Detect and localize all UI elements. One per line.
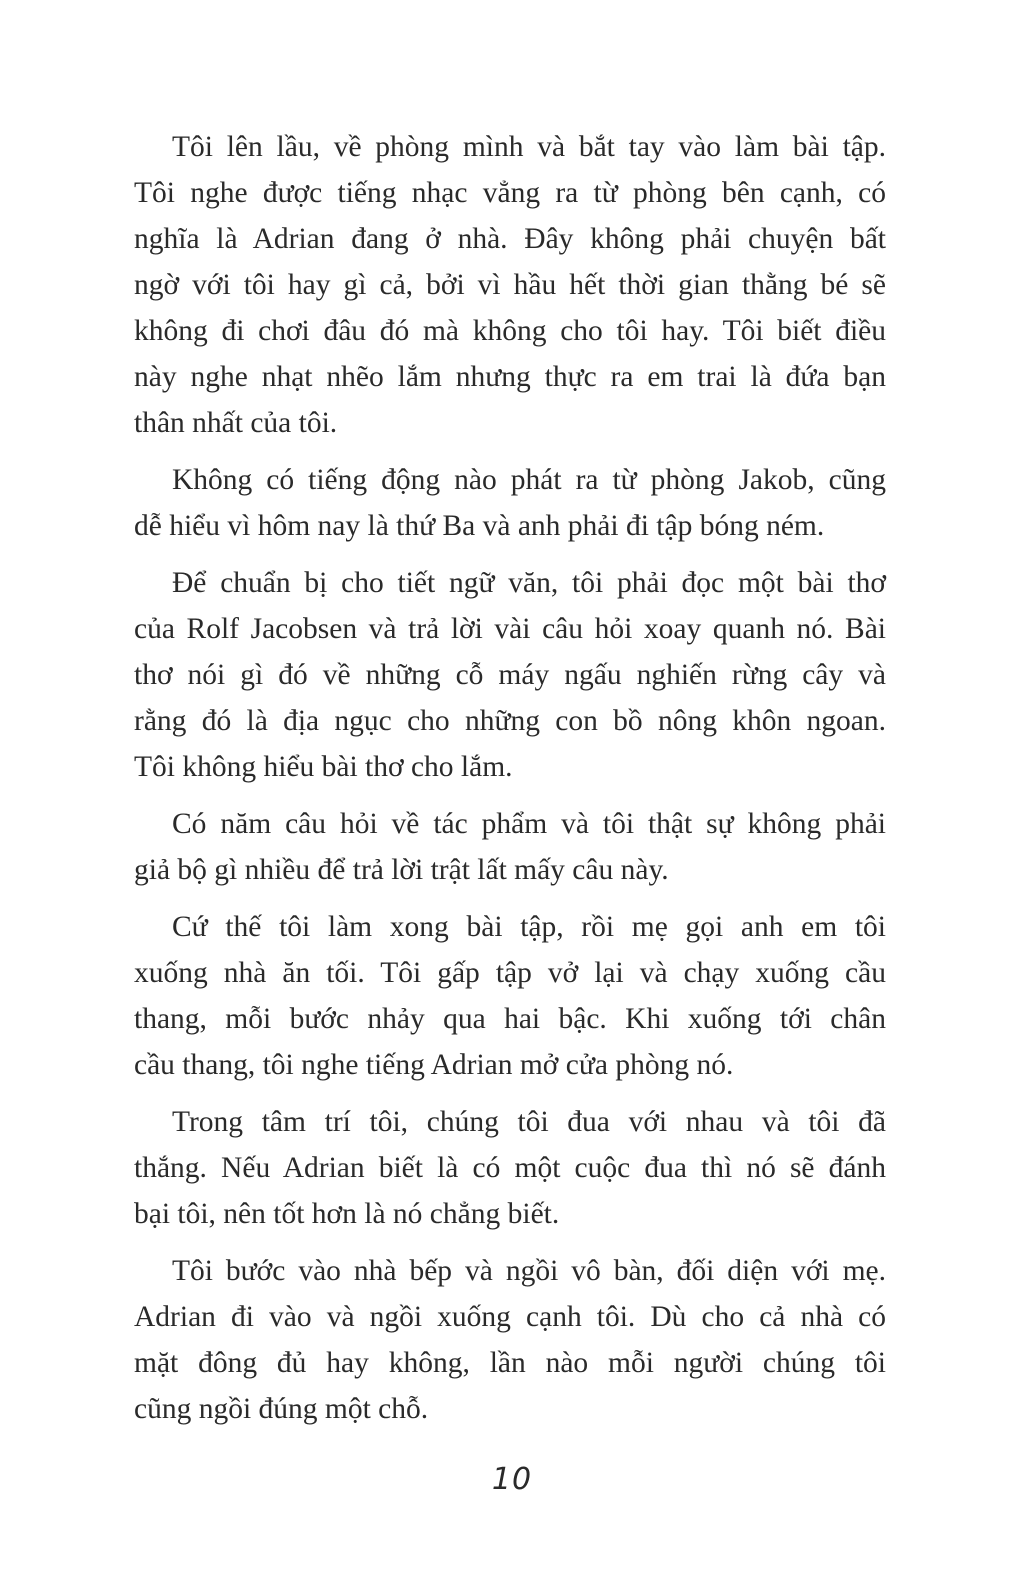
- text-line: cầu thang, tôi nghe tiếng Adrian mở cửa phòng nó.: [134, 1049, 734, 1081]
- text-line: Có năm câu hỏi về tác phẩm và tôi thật sự không phải: [172, 808, 886, 840]
- text-line: Trong tâm trí tôi, chúng tôi đua với nhau và tôi đã: [172, 1106, 886, 1138]
- page-number: 10: [491, 1462, 533, 1497]
- text-line: này nghe nhạt nhẽo lắm nhưng thực ra em trai là đứa bạn: [134, 361, 886, 393]
- text-line: Tôi lên lầu, về phòng mình và bắt tay vào làm bài tập.: [172, 131, 886, 163]
- paragraph: [134, 801, 886, 893]
- text-line: Tôi nghe được tiếng nhạc vẳng ra từ phòng bên cạnh, có: [134, 177, 886, 209]
- text-line: cũng ngồi đúng một chỗ.: [134, 1393, 429, 1425]
- text-line: Để chuẩn bị cho tiết ngữ văn, tôi phải đọc một bài thơ: [172, 567, 886, 599]
- text-line: Không có tiếng động nào phát ra từ phòng Jakob, cũng: [172, 464, 886, 496]
- text-line: rằng đó là địa ngục cho những con bồ nông khôn ngoan.: [134, 705, 886, 737]
- text-line: Adrian đi vào và ngồi xuống cạnh tôi. Dù cho cả nhà có: [134, 1301, 886, 1333]
- text-line: xuống nhà ăn tối. Tôi gấp tập vở lại và chạy xuống cầu: [134, 957, 886, 989]
- text-line: Cứ thế tôi làm xong bài tập, rồi mẹ gọi anh em tôi: [172, 911, 886, 943]
- paragraph: [134, 904, 886, 1088]
- text-line: thơ nói gì đó về những cỗ máy ngấu nghiến rừng cây và: [134, 659, 886, 691]
- text-line: ngờ với tôi hay gì cả, bởi vì hầu hết thời gian thằng bé sẽ: [134, 269, 886, 301]
- paragraph: [134, 560, 886, 790]
- paragraph: [134, 1099, 886, 1237]
- text-line: mặt đông đủ hay không, lần nào mỗi người chúng tôi: [134, 1347, 886, 1379]
- text-line: thang, mỗi bước nhảy qua hai bậc. Khi xuống tới chân: [134, 1003, 886, 1035]
- text-line: thắng. Nếu Adrian biết là có một cuộc đua thì nó sẽ đánh: [134, 1152, 886, 1184]
- paragraph: [134, 457, 886, 549]
- text-line: Tôi bước vào nhà bếp và ngồi vô bàn, đối diện với mẹ.: [172, 1255, 886, 1287]
- text-line: thân nhất của tôi.: [134, 407, 338, 439]
- body-text: [134, 124, 886, 1443]
- text-line: bại tôi, nên tốt hơn là nó chẳng biết.: [134, 1198, 560, 1230]
- paragraph: [134, 1248, 886, 1432]
- text-line: dễ hiểu vì hôm nay là thứ Ba và anh phải đi tập bóng ném.: [134, 510, 825, 542]
- paragraph: [134, 124, 886, 446]
- text-line: nghĩa là Adrian đang ở nhà. Đây không phải chuyện bất: [134, 223, 886, 255]
- text-line: không đi chơi đâu đó mà không cho tôi hay. Tôi biết điều: [134, 315, 886, 347]
- text-line: Tôi không hiểu bài thơ cho lắm.: [134, 751, 513, 783]
- text-line: của Rolf Jacobsen và trả lời vài câu hỏi xoay quanh nó. Bài: [134, 613, 886, 645]
- text-line: giả bộ gì nhiều để trả lời trật lất mấy câu này.: [134, 854, 669, 886]
